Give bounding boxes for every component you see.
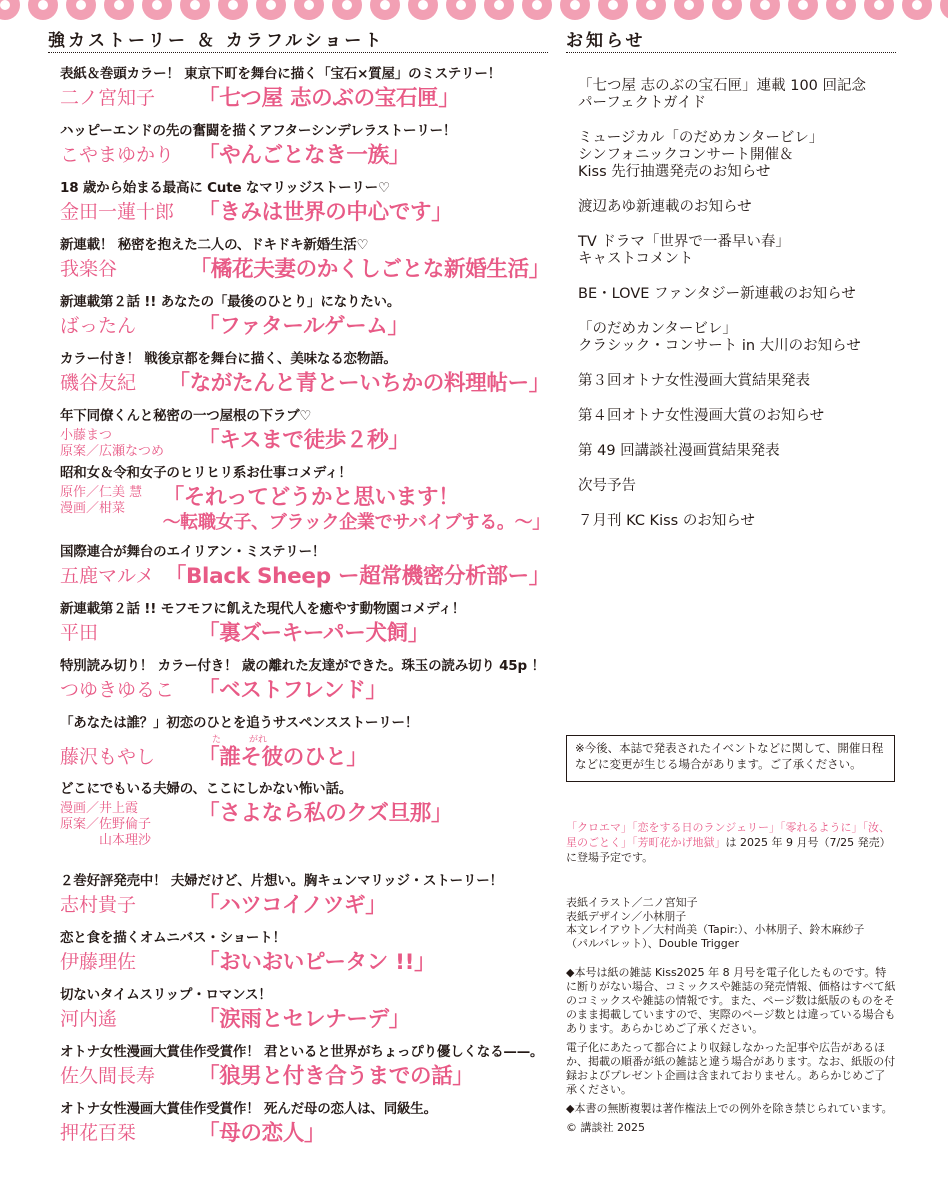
notice-line: パーフェクトガイド	[578, 95, 707, 111]
flower-ornament	[180, 0, 210, 20]
flower-ornament	[712, 0, 742, 20]
notice-item	[578, 513, 908, 530]
story-tagline: 昭和女＆令和女子のヒリヒリ系お仕事コメディ！	[60, 465, 352, 481]
notice-disclaimer-box: ※今後、本誌で発表されたイベントなどに関して、開催日程などに変更が生じる場合があります。ご了承ください。	[566, 735, 895, 782]
flower-ornament	[598, 0, 628, 20]
story-entry	[60, 351, 550, 408]
author-line: 原案／広瀬なつめ	[60, 444, 165, 459]
story-author	[60, 428, 198, 460]
author-title-row	[60, 564, 550, 589]
story-tagline: カラー付き！ 戦後京都を舞台に描く、美味なる恋物語。	[60, 351, 397, 367]
story-tagline: どこにでもいる夫婦の、ここにしかない怖い話。	[60, 781, 353, 797]
author-line: 山本理沙	[60, 833, 152, 848]
notice-item	[578, 286, 908, 303]
story-tagline: オトナ女性漫画大賞佳作受賞作！ 死んだ母の恋人は、同級生。	[60, 1101, 437, 1117]
story-tagline: ２巻好評発売中！ 夫婦だけど、片想い。胸キュンマリッジ・ストーリー！	[60, 873, 503, 889]
notice-item	[578, 478, 908, 495]
story-author: 佐久間長寿	[60, 1065, 156, 1087]
story-title: 「きみは世界の中心です」	[198, 200, 453, 225]
author-line: 漫画／柑菜	[60, 501, 126, 516]
author-title-row	[60, 801, 550, 849]
story-title: 「母の恋人」	[198, 1121, 326, 1146]
story-author: 志村貴子	[60, 894, 137, 916]
title-line: 〜転職女子、ブラック企業でサバイブする。〜」	[162, 512, 550, 533]
author-title-row	[60, 1064, 550, 1089]
author-title-row	[60, 86, 550, 111]
author-title-row	[60, 745, 550, 770]
flower-ornament	[218, 0, 248, 20]
story-entry	[60, 180, 550, 237]
notice-line: ミュージカル「のだめカンタービレ」	[578, 130, 824, 146]
story-tagline: 特別読み切り！ カラー付き！ 歳の離れた友達ができた。珠玉の読み切り 45p ！	[60, 658, 545, 674]
credit-line: 表紙イラスト／二ノ宮知子	[566, 896, 698, 909]
author-title-row	[60, 893, 550, 918]
flower-ornament	[674, 0, 704, 20]
flower-ornament	[66, 0, 96, 20]
author-title-row	[60, 257, 550, 282]
story-tagline: 恋と食を描くオムニバス・ショート！	[60, 930, 286, 946]
author-line: 漫画／井上霞	[60, 801, 139, 816]
notice-line: TV ドラマ「世界で一番早い春」	[578, 234, 790, 250]
story-tagline: 18 歳から始まる最高に Cute なマリッジストーリー♡	[60, 180, 390, 196]
notice-list	[578, 78, 908, 548]
notice-item	[578, 199, 908, 216]
author-title-row	[60, 314, 550, 339]
fine-print-paragraph: 電子化にあたって都合により収録しなかった記事や広告があるほか、掲載の順番が紙の雑誌と違う場合があります。なお、紙版の付録およびプレゼント企画は含まれておりません。あらかじめご了承ください。	[566, 1041, 896, 1096]
story-author: 平田	[60, 622, 99, 644]
title-line: 「それってどうかと思います！	[162, 485, 460, 510]
story-author	[60, 801, 198, 849]
fine-print	[566, 966, 896, 1140]
flower-ornament	[0, 0, 20, 20]
story-title	[163, 485, 550, 535]
story-title: 「狼男と付き合うまでの話」	[198, 1064, 474, 1089]
story-title: 「ベストフレンド」	[198, 678, 387, 703]
story-author: 押花百栞	[60, 1122, 137, 1144]
flower-ornament	[484, 0, 514, 20]
author-title-row	[60, 950, 550, 975]
story-title: 「やんごとなき一族」	[198, 143, 411, 168]
story-author: ばったん	[60, 315, 137, 337]
divider	[48, 52, 548, 53]
story-entry	[60, 294, 550, 351]
story-tagline: オトナ女性漫画大賞佳作受賞作！ 君といると世界がちょっぴり優しくなる——。	[60, 1044, 544, 1060]
author-line: 原作／仁美 慧	[60, 485, 143, 500]
flower-ornament	[522, 0, 552, 20]
schedule-note	[566, 820, 896, 865]
story-tagline: ハッピーエンドの先の奮闘を描くアフターシンデレラストーリー！	[60, 123, 457, 139]
flower-ornament	[902, 0, 932, 20]
story-entry	[60, 601, 550, 658]
story-entry	[60, 408, 550, 465]
story-title: 「涙雨とセレナーデ」	[198, 1007, 411, 1032]
notice-line: BE・LOVE ファンタジー新連載のお知らせ	[578, 286, 856, 302]
story-title: 「おいおいピータン !!」	[198, 950, 436, 975]
ruby-annotation	[212, 732, 550, 745]
story-title: 「七つ屋 志のぶの宝石匣」	[198, 86, 460, 111]
schedule-text: は 2025 年 9 月号（7/25 発売）に登場予定です。	[566, 836, 891, 864]
notice-item	[578, 408, 908, 425]
notice-item	[578, 78, 908, 112]
ruby-text: た	[212, 735, 222, 745]
story-entry	[60, 1101, 550, 1158]
story-tagline: 新連載第２話 !! あなたの「最後のひとり」になりたい。	[60, 294, 401, 310]
story-tagline: 新連載第２話 !! モフモフに飢えた現代人を癒やす動物園コメディ！	[60, 601, 465, 617]
notice-line: 第４回オトナ女性漫画大賞のお知らせ	[578, 408, 825, 424]
flower-ornament	[788, 0, 818, 20]
flower-ornament	[446, 0, 476, 20]
notice-line: クラシック・コンサート in 大川のお知らせ	[578, 338, 861, 354]
notice-line: Kiss 先行抽選発売のお知らせ	[578, 164, 771, 180]
credit-line: 本文レイアウト／大村尚美（Tapir:）、小林朋子、鈴木麻紗子	[566, 923, 865, 936]
author-line: 小藤まつ	[60, 428, 113, 443]
story-tagline: 表紙＆巻頭カラー！ 東京下町を舞台に描く「宝石×質屋」のミステリー！	[60, 66, 501, 82]
notice-line: キャストコメント	[578, 251, 694, 267]
story-author: 二ノ宮知子	[60, 87, 156, 109]
fine-print-paragraph: ◆本号は紙の雑誌 Kiss2025 年 8 月号を電子化したものです。特に断りがない場合、コミックスや雑誌の発売情報、価格はすべて紙のコミックスや雑誌の情報です。また、ページ数は紙版のものをそのまま掲載していますので、実際のページ数とは違っている場合もあります。あらかじめご了承ください。	[566, 966, 896, 1035]
story-title: 「Black Sheep ー超常機密分析部ー」	[164, 564, 550, 589]
story-author: 我楽谷	[60, 258, 118, 280]
fine-print-paragraph: ◆本書の無断複製は著作権法上での例外を除き禁じられています。	[566, 1102, 893, 1115]
story-author: 伊藤理佐	[60, 951, 137, 973]
story-author	[60, 485, 163, 517]
story-entry	[60, 66, 550, 123]
credit-line: （パルバレット）、Double Trigger	[566, 936, 740, 950]
notice-line: 第３回オトナ女性漫画大賞結果発表	[578, 373, 810, 389]
flower-ornament	[28, 0, 58, 20]
flower-ornament	[940, 0, 948, 20]
story-tagline: 切ないタイムスリップ・ロマンス！	[60, 987, 272, 1003]
notice-item	[578, 373, 908, 390]
notice-item	[578, 130, 908, 181]
story-entry	[60, 465, 550, 544]
story-author: 藤沢もやし	[60, 746, 156, 768]
story-tagline: 年下同僚くんと秘密の一つ屋根の下ラブ♡	[60, 408, 312, 424]
fine-print-paragraph: © 講談社 2025	[566, 1121, 645, 1134]
story-entry	[60, 781, 550, 873]
credit-line: 表紙デザイン／小林朋子	[566, 909, 687, 923]
story-author: 河内遙	[60, 1008, 118, 1030]
story-entry	[60, 715, 550, 781]
credits	[566, 896, 896, 950]
author-title-row	[60, 428, 550, 460]
story-title: 「ファタールゲーム」	[198, 314, 409, 339]
author-title-row	[60, 143, 550, 168]
story-title: 「ハツコイノツギ」	[198, 893, 387, 918]
schedule-titles: 「クロエマ」「恋をする日のランジェリー」「零れるように」「汝、星のごとく」「芳町花かげ地獄」	[566, 821, 891, 849]
story-author: 五鹿マルメ	[60, 565, 155, 587]
story-entry	[60, 930, 550, 987]
flower-ornament	[560, 0, 590, 20]
flower-ornament	[750, 0, 780, 20]
story-tagline: 国際連合が舞台のエイリアン・ミステリー！	[60, 544, 326, 560]
section-heading-stories: 強カストーリー ＆ カラフルショート	[48, 31, 385, 51]
flower-ornament	[864, 0, 894, 20]
notice-item	[578, 443, 908, 460]
story-list	[60, 66, 550, 1158]
author-title-row	[60, 1121, 550, 1146]
story-title: 「さよなら私のクズ旦那」	[198, 801, 453, 826]
flower-ornament	[636, 0, 666, 20]
flower-ornament	[104, 0, 134, 20]
story-author: つゆきゆるこ	[60, 679, 175, 701]
divider	[566, 52, 896, 53]
story-author: こやまゆかり	[60, 144, 175, 166]
author-title-row	[60, 200, 550, 225]
author-title-row	[60, 678, 550, 703]
notice-item	[578, 234, 908, 268]
flower-ornament	[826, 0, 856, 20]
notice-item	[578, 321, 908, 355]
author-title-row	[60, 1007, 550, 1032]
notice-line: 渡辺あゆ新連載のお知らせ	[578, 199, 752, 215]
notice-line: 第 49 回講談社漫画賞結果発表	[578, 443, 780, 459]
flower-ornament	[408, 0, 438, 20]
story-title: 「裏ズーキーパー犬飼」	[198, 621, 430, 646]
notice-line: ７月刊 KC Kiss のお知らせ	[578, 513, 755, 529]
story-title: 「橘花夫妻のかくしごとな新婚生活」	[189, 257, 550, 282]
story-title: 「誰そ彼のひと」	[198, 745, 368, 770]
notice-line: 次号予告	[578, 478, 636, 494]
notice-line: 「七つ屋 志のぶの宝石匣」連載 100 回記念	[578, 78, 867, 94]
author-line: 原案／佐野倫子	[60, 817, 152, 832]
story-entry	[60, 1044, 550, 1101]
section-heading-notices: お知らせ	[566, 31, 646, 51]
story-title: 「キスまで徒歩２秒」	[198, 428, 410, 453]
author-title-row	[60, 371, 550, 396]
story-author: 金田一蓮十郎	[60, 201, 175, 223]
story-entry	[60, 873, 550, 930]
story-tagline: 「あなたは誰？」初恋のひとを追うサスペンスストーリー！	[60, 715, 419, 731]
story-entry	[60, 237, 550, 294]
flower-ornament	[142, 0, 172, 20]
story-tagline: 新連載！ 秘密を抱えた二人の、ドキドキ新婚生活♡	[60, 237, 369, 253]
story-author: 磯谷友紀	[60, 372, 137, 394]
flower-ornament	[294, 0, 324, 20]
story-entry	[60, 123, 550, 180]
ruby-text: がれ	[249, 735, 268, 745]
notice-line: シンフォニックコンサート開催＆	[578, 147, 794, 163]
flower-ornament	[370, 0, 400, 20]
scalloped-top-border	[0, 0, 948, 20]
flower-ornament	[332, 0, 362, 20]
story-title: 「ながたんと青とーいちかの料理帖ー」	[168, 371, 550, 396]
story-entry	[60, 987, 550, 1044]
flower-ornament	[256, 0, 286, 20]
story-entry	[60, 544, 550, 601]
notice-line: 「のだめカンタービレ」	[578, 321, 737, 337]
author-title-row	[60, 621, 550, 646]
author-title-row	[60, 485, 550, 535]
story-entry	[60, 658, 550, 715]
